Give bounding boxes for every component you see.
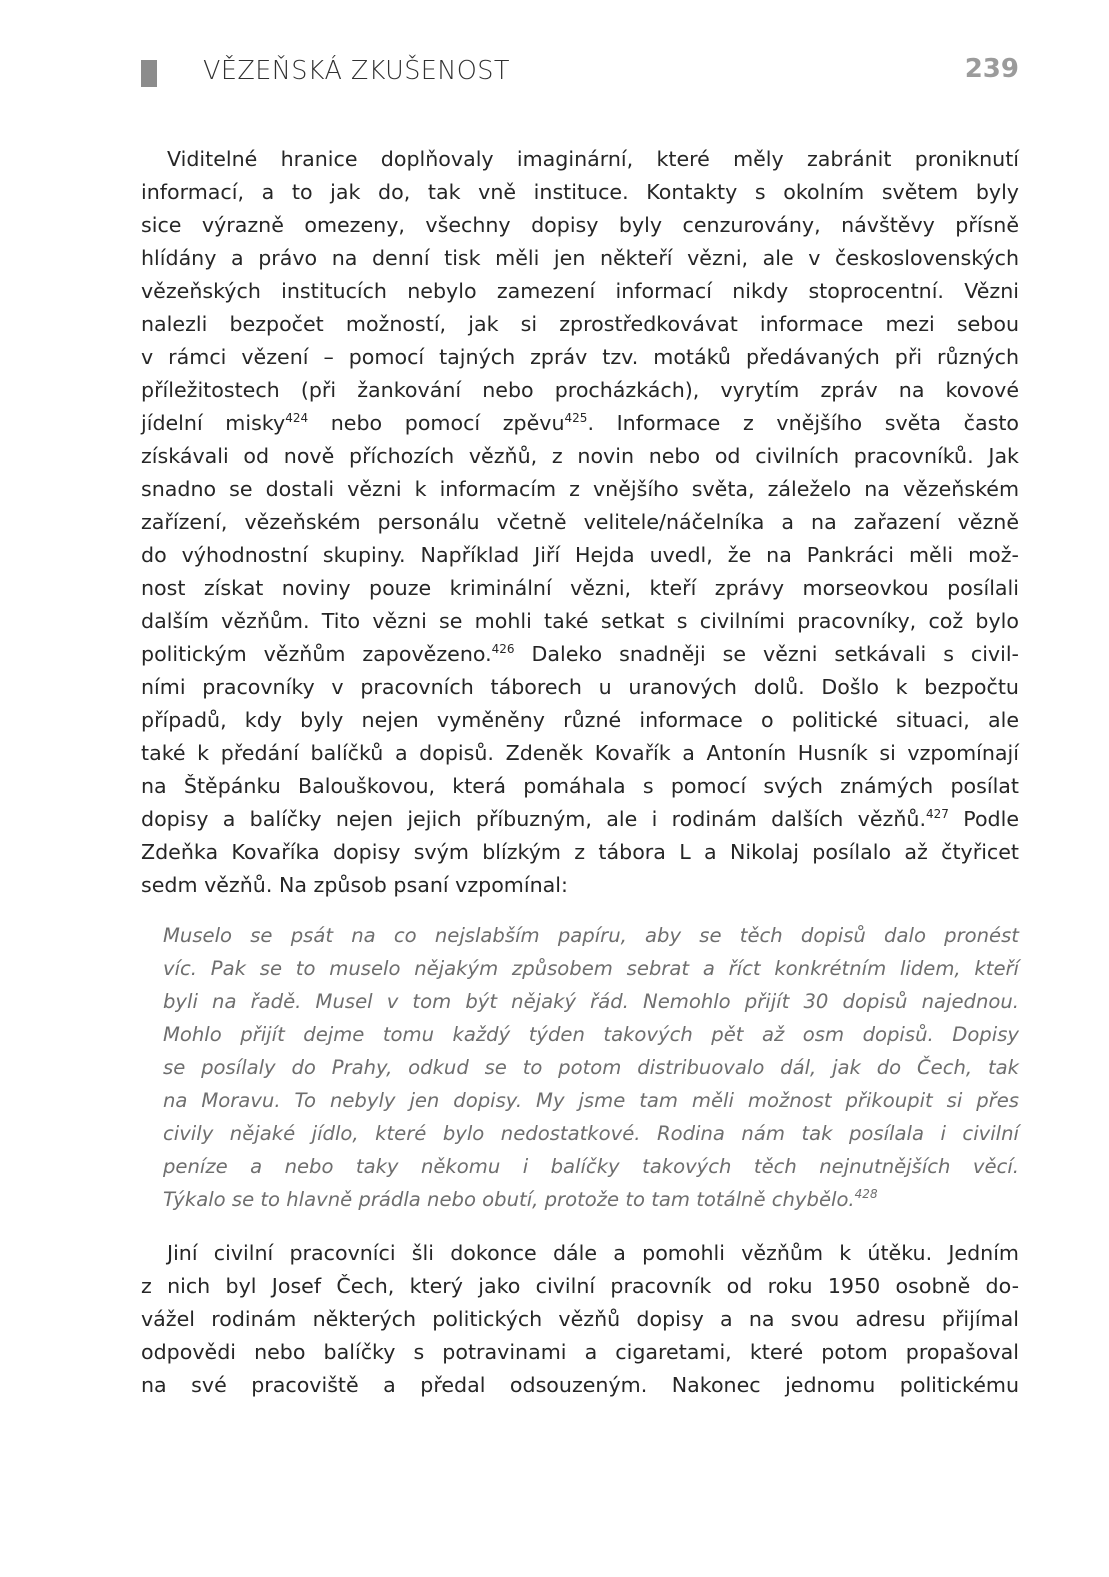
text-line: na své pracoviště a předal odsouzeným. Nakonec jednomu politickému: [141, 1373, 1019, 1397]
text-fragment: Daleko snadněji se vězni setkávali s civil-: [514, 642, 1019, 666]
quote-line: Muselo se psát na co nejslabším papíru, aby se těch dopisů dalo pronést: [163, 924, 1019, 947]
page-number: 239: [964, 54, 1019, 84]
text-fragment: . Informace z vnějšího světa často: [587, 411, 1020, 435]
text-line: na Štěpánku Balouškovou, která pomáhala s pomocí svých známých posílat: [141, 774, 1019, 798]
text-fragment: nebo pomocí zpěvu: [308, 411, 565, 435]
text-line: dalším vězňům. Tito vězni se mohli také setkat s civilními pracovníky, což bylo: [141, 609, 1019, 633]
text-line: sice výrazně omezeny, všechny dopisy byly cenzurovány, návštěvy přísně: [141, 213, 1019, 237]
quote-line: víc. Pak se to muselo nějakým způsobem sebrat a říct konkrétním lidem, kteří: [163, 957, 1019, 980]
paragraph-2: [141, 1237, 1019, 1402]
block-quote: [141, 919, 1019, 1216]
text-line: odpovědi nebo balíčky s potravinami a cigaretami, které potom propašoval: [141, 1340, 1019, 1364]
text-fragment: Podle: [948, 807, 1020, 831]
quote-line: byli na řadě. Musel v tom být nějaký řád. Nemohlo přijít 30 dopisů najednou.: [163, 990, 1019, 1013]
quote-line: Mohlo přijít dejme tomu každý týden takových pět až osm dopisů. Dopisy: [163, 1023, 1019, 1046]
text-line: hlídány a právo na denní tisk měli jen někteří vězni, ale v československých: [141, 246, 1019, 270]
text-line: Zdeňka Kovaříka dopisy svým blízkým z tábora L a Nikolaj posílalo až čtyřicet: [141, 840, 1019, 864]
quote-line: na Moravu. To nebyly jen dopisy. My jsme tam měli možnost přikoupit si přes: [163, 1089, 1019, 1112]
text-line: z nich byl Josef Čech, který jako civilní pracovník od roku 1950 osobně do-: [141, 1274, 1019, 1298]
spacer: [141, 1216, 1019, 1237]
text-line: do výhodnostní skupiny. Například Jiří Hejda uvedl, že na Pankráci měli mož-: [141, 543, 1019, 567]
text-line: získávali od nově příchozích vězňů, z novin nebo od civilních pracovníků. Jak: [141, 444, 1019, 468]
text-line: vězeňských institucích nebylo zamezení informací nikdy stoprocentní. Vězni: [141, 279, 1019, 303]
text-fragment: dopisy a balíčky nejen jejich příbuzným, ale i rodinám dalších vězňů.: [141, 807, 927, 831]
text-line: případů, kdy byly nejen vyměněny různé informace o politické situaci, ale: [141, 708, 1019, 732]
footnote-ref-427: 427: [926, 807, 949, 821]
spacer: [141, 902, 1019, 919]
text-line: [141, 638, 1019, 671]
text-line: ními pracovníky v pracovních táborech u uranových dolů. Došlo k bezpočtu: [141, 675, 1019, 699]
text-line: příležitostech (při žankování nebo procházkách), vyrytím zpráv na kovové: [141, 378, 1019, 402]
footnote-ref-425: 425: [564, 411, 588, 425]
body-text: [141, 143, 1019, 1402]
quote-line: [163, 1183, 1019, 1216]
quote-line: se posílaly do Prahy, odkud se to potom distribuovalo dál, jak do Čech, tak: [163, 1056, 1019, 1079]
text-line: v rámci vězení – pomocí tajných zpráv tzv. motáků předávaných při různých: [141, 345, 1019, 369]
paragraph-1: [141, 143, 1019, 902]
text-line: nalezli bezpočet možností, jak si zprostředkovávat informace mezi sebou: [141, 312, 1019, 336]
text-fragment: Týkalo se to hlavně prádla nebo obutí, protože to tam totálně chybělo.: [163, 1188, 855, 1211]
header-marker-bar: [141, 60, 157, 87]
quote-line: civily nějaké jídlo, které bylo nedostatkové. Rodina nám tak posílala i civilní: [163, 1122, 1019, 1145]
running-head-title: VĚZEŇSKÁ ZKUŠENOST: [203, 56, 510, 86]
text-line: Jiní civilní pracovníci šli dokonce dále a pomohli vězňům k útěku. Jedním: [167, 1241, 1019, 1265]
text-line: snadno se dostali vězni k informacím z vnějšího světa, záleželo na vězeňském: [141, 477, 1019, 501]
footnote-ref-426: 426: [491, 642, 515, 656]
text-line: sedm vězňů. Na způsob psaní vzpomínal:: [141, 873, 568, 897]
text-line: nost získat noviny pouze kriminální vězni, kteří zprávy morseovkou posílali: [141, 576, 1019, 600]
text-line: také k předání balíčků a dopisů. Zdeněk Kovařík a Antonín Husník si vzpomínají: [141, 741, 1019, 765]
text-line: [141, 803, 1019, 836]
text-line: zařízení, vězeňském personálu včetně velitele/náčelníka a na zařazení vězně: [141, 510, 1019, 534]
text-fragment: politickým vězňům zapovězeno.: [141, 642, 492, 666]
text-line: vážel rodinám některých politických vězňů dopisy a na svou adresu přijímal: [141, 1307, 1019, 1331]
footnote-ref-428: 428: [854, 1187, 878, 1201]
quote-line: peníze a nebo taky někomu i balíčky takových těch nejnutnějších věcí.: [163, 1155, 1019, 1178]
running-header: [141, 54, 1019, 94]
text-line: [141, 407, 1019, 440]
text-fragment: jídelní misky: [141, 411, 286, 435]
footnote-ref-424: 424: [285, 411, 309, 425]
text-line: Viditelné hranice doplňovaly imaginární, které měly zabránit proniknutí: [167, 147, 1019, 171]
text-line: informací, a to jak do, tak vně instituce. Kontakty s okolním světem byly: [141, 180, 1019, 204]
